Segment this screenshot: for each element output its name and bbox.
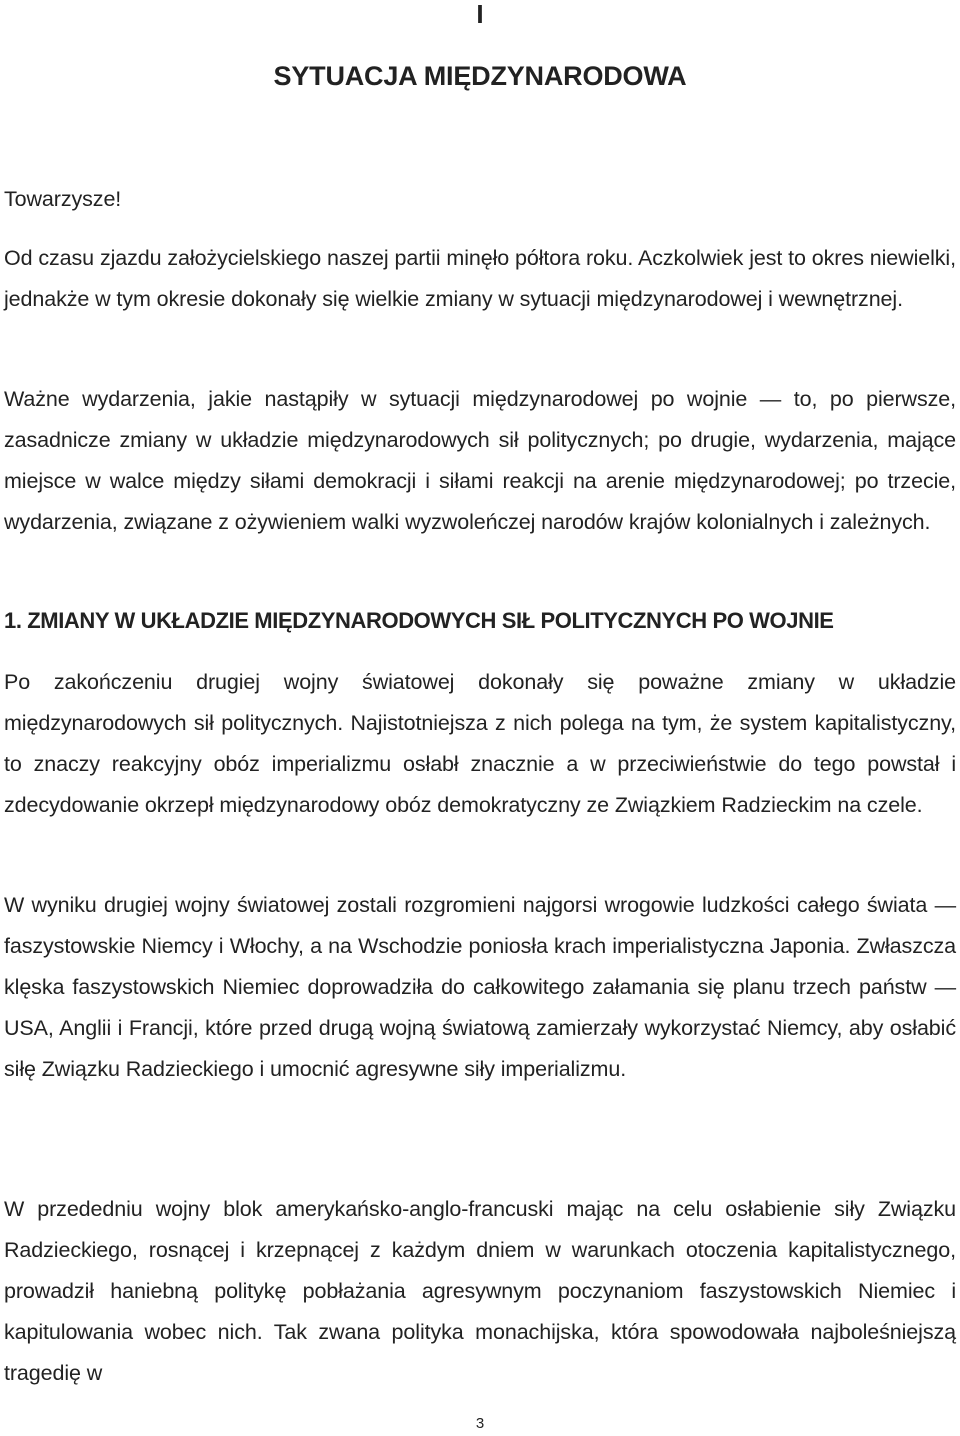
paragraph-war-result: W wyniku drugiej wojny światowej zostali rozgromieni najgorsi wrogowie ludzkości całego świata — faszystowskie Niemcy i Włochy, a na Wschodzie poniosła krach imperialistyczna Japonia. Zwłaszcza klęska faszystowskich Niemiec doprowadziła do całkowitego załamania się planu trzech państw — USA, Anglii i Francji, które przed drugą wojną światową zamierzały wykorzystać Niemcy, aby osłabić siłę Związku Radzieckiego i umocnić agresywne siły imperializmu. [4, 893, 956, 1081]
chapter-title: SYTUACJA MIĘDZYNARODOWA [273, 61, 687, 91]
section-heading: 1. ZMIANY W UKŁADZIE MIĘDZYNARODOWYCH SIŁ POLITYCZNYCH PO WOJNIE [4, 608, 834, 633]
paragraph-events: Ważne wydarzenia, jakie nastąpiły w sytuacji międzynarodowej po wojnie — to, po pierwsze, zasadnicze zmiany w układzie międzynarodowych sił politycznych; po drugie, wydarzenia, mające miejsce w walce między siłami demokracji i siłami reakcji na arenie międzynarodowej; po trzecie, wydarzenia, związane z ożywieniem walki wyzwoleńczej narodów krajów kolonialnych i zależnych. [4, 387, 956, 534]
greeting: Towarzysze! [4, 187, 122, 211]
paragraph-changes: Po zakończeniu drugiej wojny światowej dokonały się poważne zmiany w układzie międzynarodowych sił politycznych. Najistotniejsza z nich polega na tym, że system kapitalistyczny, to znaczy reakcyjny obóz imperializmu osłabł znacznie a w przeciwieństwie do tego powstał i zdecydowanie okrzepł międzynarodowy obóz demokratyczny ze Związkiem Radzieckim na czele. [4, 670, 956, 817]
paragraph-intro: Od czasu zjazdu założycielskiego naszej partii minęło półtora roku. Aczkolwiek jest to okres niewielki, jednakże w tym okresie dokonały się wielkie zmiany w sytuacji międzynarodowej i wewnętrznej. [4, 246, 956, 311]
paragraph-prewar-bloc: W przededniu wojny blok amerykańsko-anglo-francuski mając na celu osłabienie siły Związku Radzieckiego, rosnącej i krzepnącej z każdym dniem w warunkach otoczenia kapitalistycznego, prowadził haniebną politykę pobłażania agresywnym poczynaniom faszystowskich Niemiec i kapitulowania wobec nich. Tak zwana polityka monachijska, która spowodowała najboleśniejszą tragedię w [4, 1197, 956, 1385]
chapter-number: I [476, 0, 484, 29]
page-number: 3 [475, 1415, 485, 1432]
